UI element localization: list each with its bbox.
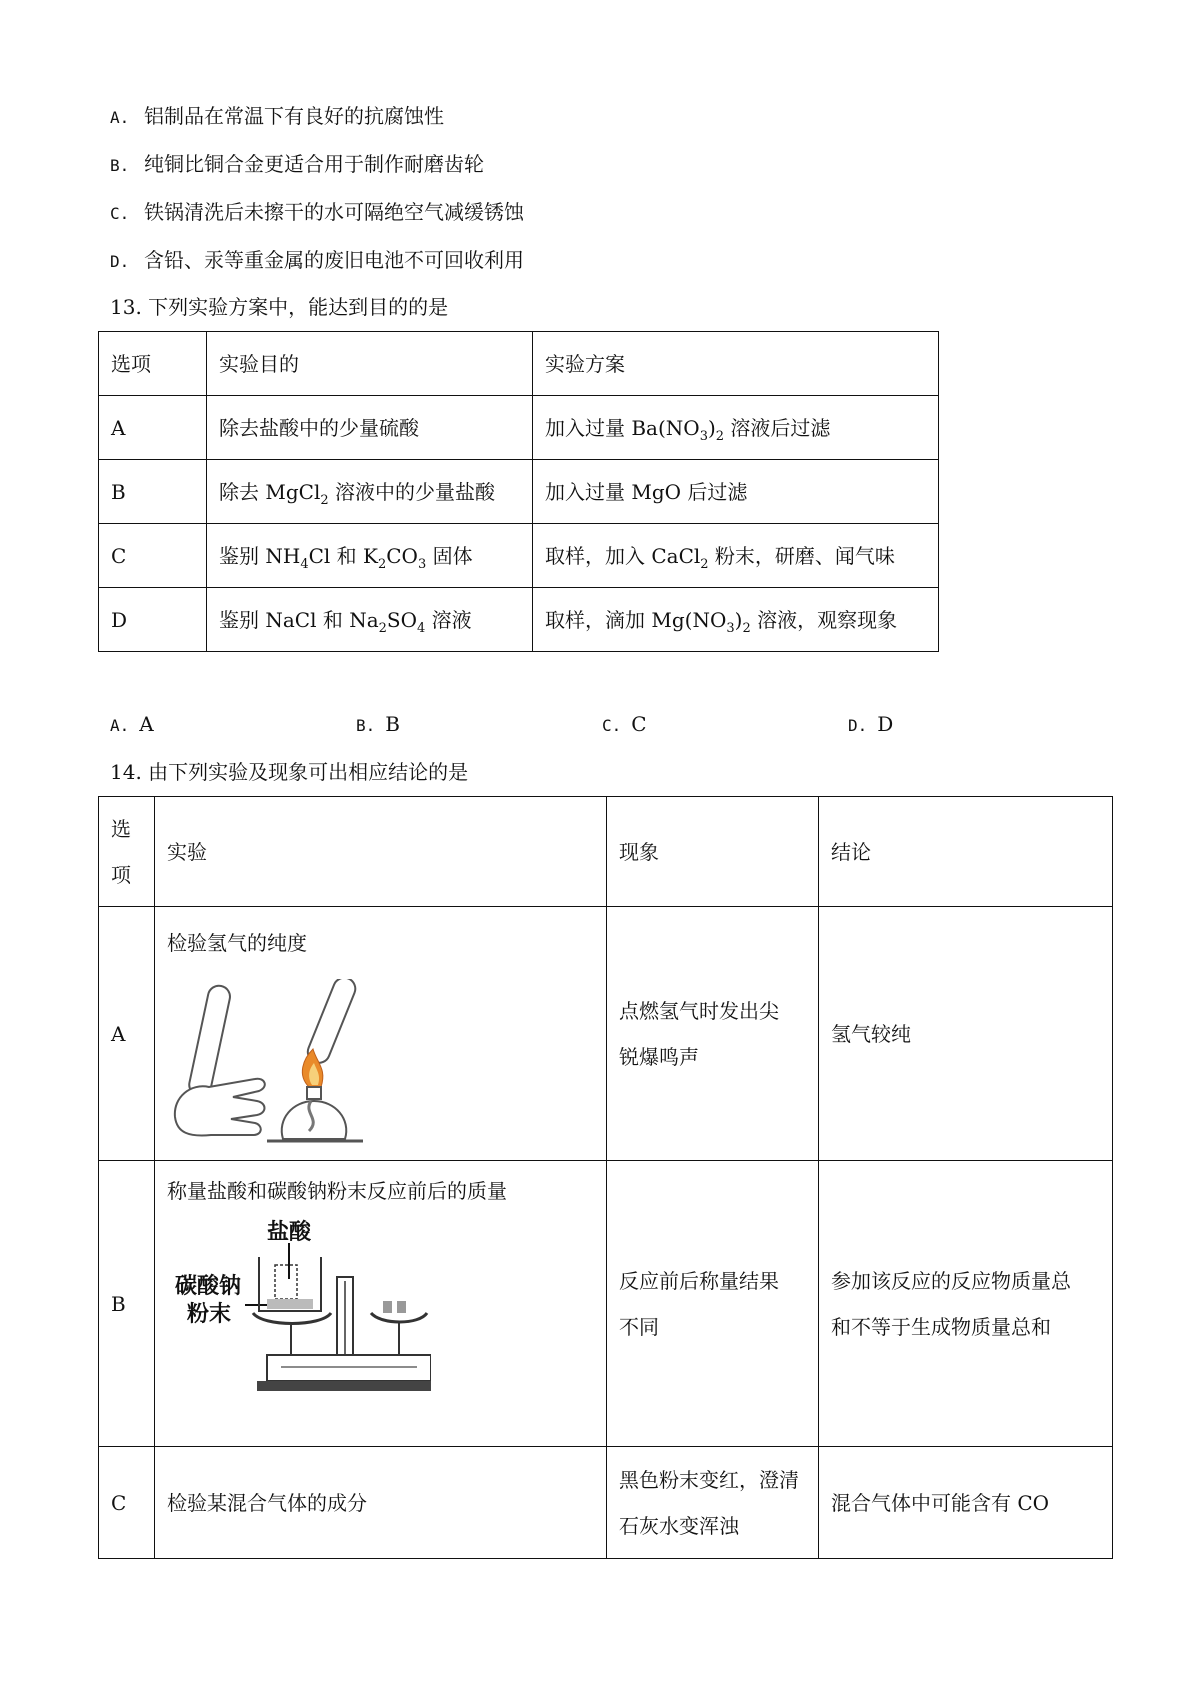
table-row (99, 1447, 1113, 1559)
table-row (99, 1161, 1113, 1447)
table-row (99, 907, 1113, 1161)
row-goal: 除去盐酸中的少量硫酸 (207, 396, 533, 460)
balance-base (267, 1355, 431, 1381)
label-hydrochloric-acid: 盐酸 (267, 1220, 312, 1245)
row-option: A (99, 396, 207, 460)
choice-label: D. (848, 716, 868, 735)
option-text: 铁锅清洗后未擦干的水可隔绝空气减缓锈蚀 (144, 200, 524, 224)
row-experiment (155, 1161, 607, 1447)
choice-value: A (139, 712, 154, 736)
row-experiment (155, 907, 607, 1161)
option-text: 纯铜比铜合金更适合用于制作耐磨齿轮 (144, 152, 484, 176)
q13-table (98, 331, 939, 652)
weight-icon (397, 1301, 406, 1313)
label-powder: 粉末 (187, 1302, 232, 1327)
option-text: 含铅、汞等重金属的废旧电池不可回收利用 (144, 248, 524, 272)
row-option: C (99, 1447, 155, 1559)
row-experiment: 检验某混合气体的成分 (155, 1447, 607, 1559)
row-option: B (99, 460, 207, 524)
table-header-row (99, 332, 939, 396)
hydrogen-purity-test-figure (171, 979, 381, 1149)
row-goal: 鉴别 NaCl 和 $Na_2SO_4$ 溶液 (207, 588, 533, 652)
row-plan: 加入过量 $Ba(NO_3)_2$ 溶液后过滤 (533, 396, 939, 460)
table-row (99, 460, 939, 524)
choice-label: C. (602, 716, 622, 735)
choice-label: A. (110, 716, 130, 735)
right-pan-icon (371, 1313, 427, 1322)
balance-reaction-figure (171, 1215, 431, 1415)
experiment-text: 称量盐酸和碳酸钠粉末反应前后的质量 (167, 1179, 507, 1203)
q13-choice-c[interactable] (602, 712, 647, 736)
table-row (99, 588, 939, 652)
q12-option-a (110, 102, 444, 132)
header-plan: 实验方案 (533, 332, 939, 396)
choice-value: C (631, 712, 647, 736)
q14-stem: 14. 由下列实验及现象可出相应结论的是 (110, 760, 469, 784)
row-goal: 除去 MgCl$_2$ 溶液中的少量盐酸 (207, 460, 533, 524)
option-label: A. (110, 108, 130, 127)
choice-label: B. (356, 716, 376, 735)
table-row (99, 396, 939, 460)
row-plan: 加入过量 MgO 后过滤 (533, 460, 939, 524)
left-pan-icon (253, 1313, 331, 1324)
q13-stem: 13. 下列实验方案中，能达到目的的是 (110, 295, 449, 319)
header-option: 选项 (99, 332, 207, 396)
header-phenomenon: 现象 (607, 797, 819, 907)
small-tube-icon (275, 1265, 297, 1299)
row-plan: 取样，加入 CaCl$_2$ 粉末，研磨、闻气味 (533, 524, 939, 588)
row-conclusion: 氢气较纯 (819, 907, 1113, 1161)
row-option: D (99, 588, 207, 652)
balance-foot (257, 1381, 431, 1391)
q13-choice-a[interactable] (110, 712, 154, 736)
powder-layer (267, 1299, 313, 1309)
choice-value: D (877, 712, 894, 736)
q14-table (98, 796, 1113, 1559)
choice-value: B (385, 712, 400, 736)
row-plan: 取样，滴加 $Mg(NO_3)_2$ 溶液，观察现象 (533, 588, 939, 652)
header-goal: 实验目的 (207, 332, 533, 396)
row-phenomenon: 反应前后称量结果 不同 (607, 1161, 819, 1447)
header-experiment: 实验 (155, 797, 607, 907)
hand-icon (175, 1079, 265, 1136)
test-tube-icon (187, 984, 232, 1098)
option-label: B. (110, 156, 130, 175)
row-option: C (99, 524, 207, 588)
row-option: B (99, 1161, 155, 1447)
weight-icon (383, 1301, 392, 1313)
q12-option-d (110, 246, 524, 276)
row-phenomenon: 点燃氢气时发出尖 锐爆鸣声 (607, 907, 819, 1161)
table-row (99, 524, 939, 588)
option-label: C. (110, 204, 130, 223)
row-goal: 鉴别 $NH_4Cl$ 和 $K_2CO_3$ 固体 (207, 524, 533, 588)
option-label: D. (110, 252, 130, 271)
q12-option-c (110, 198, 524, 228)
q13-choice-b[interactable] (356, 712, 400, 736)
row-conclusion: 参加该反应的反应物质量总 和不等于生成物质量总和 (819, 1161, 1113, 1447)
header-conclusion: 结论 (819, 797, 1113, 907)
experiment-text: 检验氢气的纯度 (167, 931, 307, 955)
label-sodium-carbonate: 碳酸钠 (175, 1274, 242, 1299)
row-conclusion: 混合气体中可能含有 CO (819, 1447, 1113, 1559)
q13-choice-d[interactable] (848, 712, 893, 736)
q12-option-b (110, 150, 484, 180)
row-phenomenon: 黑色粉末变红，澄清 石灰水变浑浊 (607, 1447, 819, 1559)
table-header-row (99, 797, 1113, 907)
row-option: A (99, 907, 155, 1161)
option-text: 铝制品在常温下有良好的抗腐蚀性 (144, 104, 444, 128)
header-option: 选 项 (99, 797, 155, 907)
lamp-neck (307, 1087, 321, 1099)
